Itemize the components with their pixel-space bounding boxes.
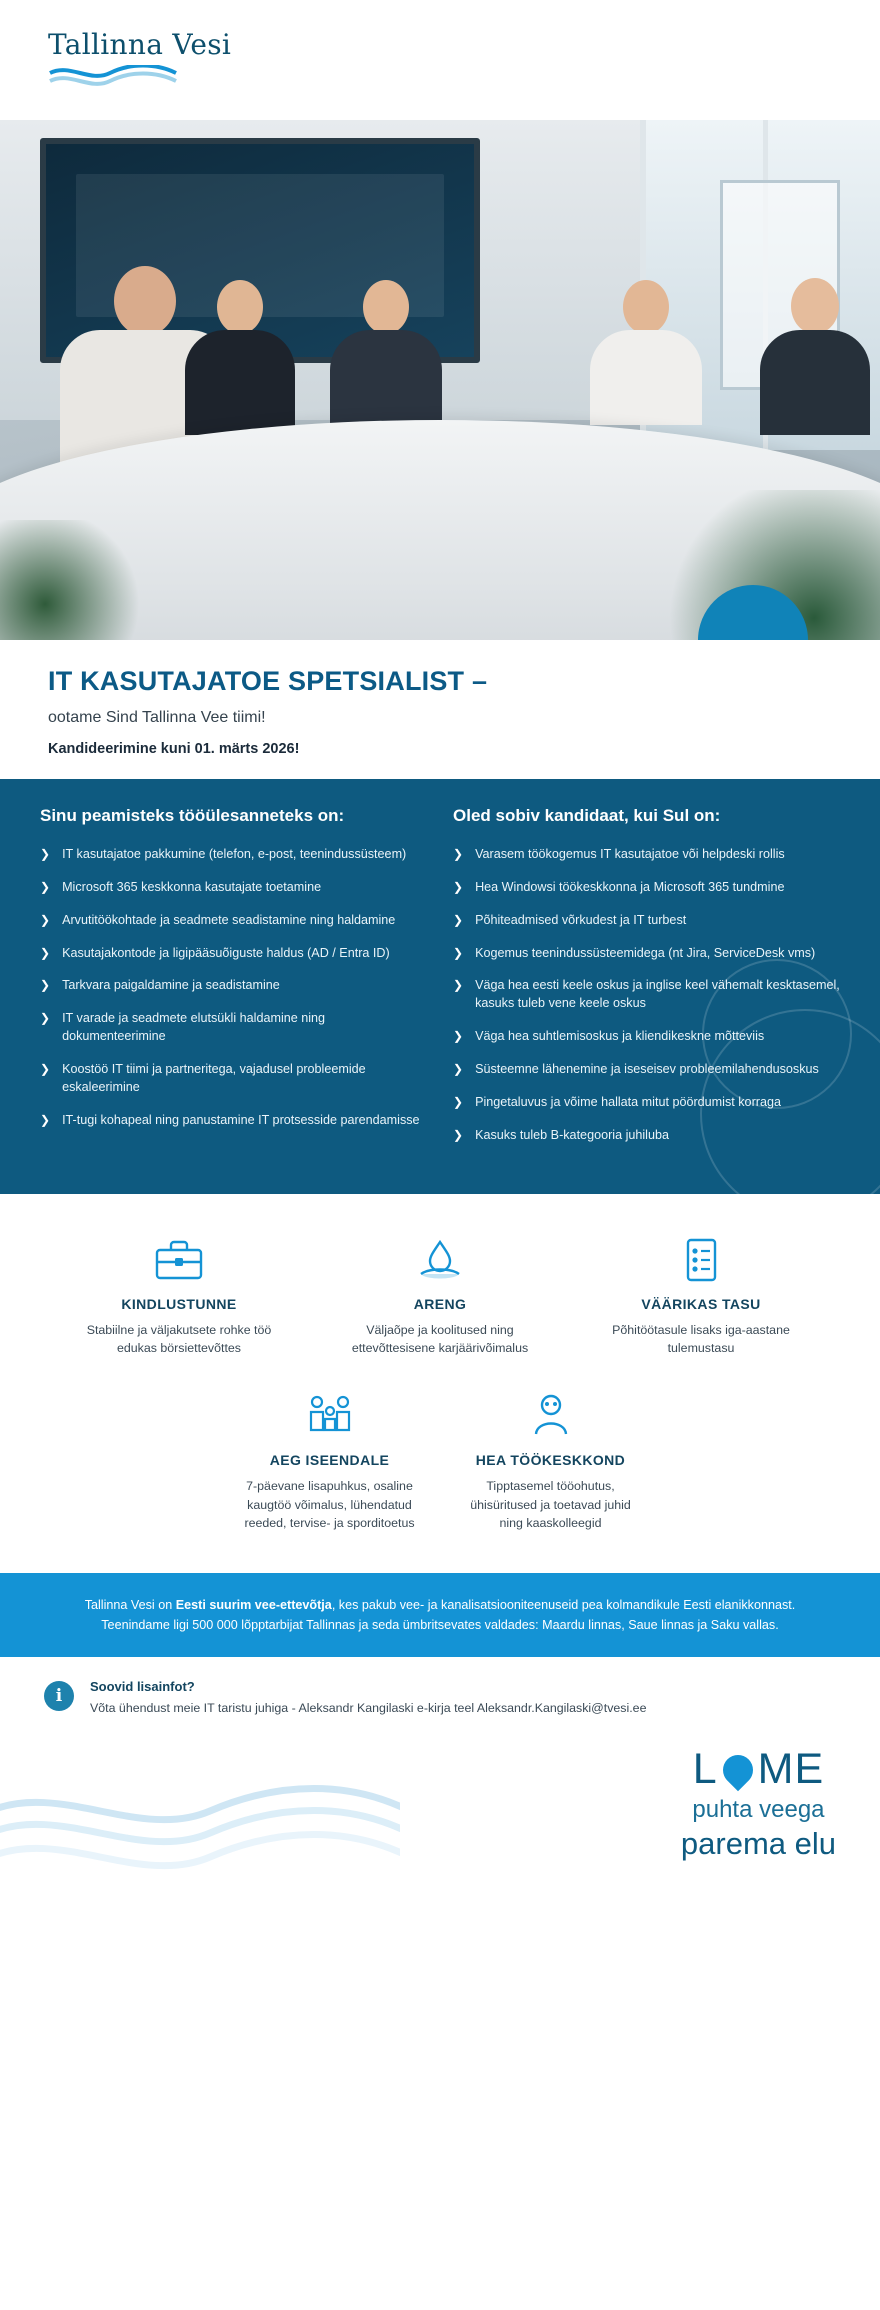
benefits-section <box>0 1194 880 1551</box>
head <box>623 280 669 334</box>
benefit-text: Stabiilne ja väljakutsete rohke töö edukas börsiettevõttes <box>86 1322 272 1356</box>
slogan-line-3: parema elu <box>680 1826 836 1862</box>
title-block <box>0 640 880 779</box>
chevron-right-icon: ❯ <box>453 978 464 993</box>
chevron-right-icon: ❯ <box>453 912 464 927</box>
people-group-icon <box>457 1384 644 1440</box>
list-item <box>40 912 427 930</box>
tasks-heading: Sinu peamisteks tööülesanneteks on: <box>40 806 345 826</box>
body <box>185 330 295 435</box>
list-item-text: Tarkvara paigaldamine ja seadistamine <box>62 978 280 993</box>
company-text-rest: , kes pakub vee- ja kanalisatsiooniteenuseid pea kolmandikule Eesti elanikkonnast. Teenindame ligi 500 000 lõpptarbijat Tallinnas ja seda ümbritsevates valdades: Maardu linnas, Saue linnas ja Saku vallas. <box>101 1597 796 1632</box>
chevron-right-icon: ❯ <box>40 879 51 894</box>
contact-text-wrap <box>90 1679 646 1715</box>
chevron-right-icon: ❯ <box>40 945 51 960</box>
chevron-right-icon: ❯ <box>453 1062 464 1077</box>
chevron-right-icon: ❯ <box>453 1094 464 1109</box>
benefit-card <box>52 1228 307 1358</box>
list-item <box>40 1112 427 1130</box>
tasks-column <box>40 805 427 1160</box>
head <box>114 266 176 336</box>
list-item-text: IT varade ja seadmete elutsükli haldamine ning dokumenteerimine <box>62 1011 326 1044</box>
benefit-card <box>222 1384 437 1533</box>
list-item-text: Väga hea suhtlemisoskus ja kliendikeskne mõtteviis <box>475 1029 765 1044</box>
benefit-card <box>574 1228 829 1358</box>
benefit-text: Tipptasemel tööohutus, ühisüritused ja toetavad juhid ning kaaskolleegid <box>470 1478 631 1531</box>
benefit-text: Väljaõpe ja koolitused ning ettevõttesisene karjäärivõimalus <box>351 1322 529 1356</box>
list-item-text: Põhiteadmised võrkudest ja IT turbest <box>475 912 687 927</box>
contact-heading: Soovid lisainfot? <box>90 1679 195 1695</box>
person-3 <box>330 280 442 430</box>
list-item-text: Hea Windowsi töökeskkonna ja Microsoft 365 tundmine <box>475 879 785 894</box>
list-item <box>453 912 840 930</box>
benefit-title: VÄÄRIKAS TASU <box>641 1295 761 1312</box>
list-item-text: Koostöö IT tiimi ja partneritega, vajadusel probleemide eskaleerimine <box>62 1062 366 1094</box>
contact-section <box>0 1657 880 1731</box>
company-logo[interactable] <box>48 28 231 92</box>
slogan-me: ME <box>757 1745 825 1794</box>
chevron-right-icon: ❯ <box>40 912 51 927</box>
list-item-text: Kogemus teenindussüsteemidega (nt Jira, ServiceDesk vms) <box>475 945 816 960</box>
body <box>590 330 702 425</box>
hero-photo <box>0 120 880 640</box>
wave-logo-icon <box>48 65 231 92</box>
benefit-text: 7-päevane lisapuhkus, osaline kaugtöö võimalus, lühendatud reeded, tervise- ja sporditoetus <box>244 1478 415 1531</box>
chevron-right-icon: ❯ <box>453 1029 464 1044</box>
slogan-line-1 <box>681 1745 836 1794</box>
chevron-right-icon: ❯ <box>453 846 464 861</box>
requirements-band <box>0 779 880 1194</box>
list-item <box>40 945 427 963</box>
slogan-line-2: puhta veega <box>692 1796 825 1824</box>
chevron-right-icon: ❯ <box>453 945 464 960</box>
chevron-right-icon: ❯ <box>40 978 51 993</box>
body <box>760 330 870 435</box>
head <box>791 278 839 334</box>
list-item-text: Süsteemne lähenemine ja iseseisev probleemilahendusoskus <box>475 1062 819 1077</box>
list-item-text: Kasutajakontode ja ligipääsuõiguste haldus (AD / Entra ID) <box>62 945 390 960</box>
benefit-title: HEA TÖÖKESKKOND <box>475 1451 626 1468</box>
list-item <box>453 846 840 864</box>
page-footer <box>0 1731 880 1916</box>
head <box>217 280 263 334</box>
list-item <box>40 977 427 995</box>
benefit-title: KINDLUSTUNNE <box>121 1295 237 1312</box>
person-2 <box>185 280 295 435</box>
list-item <box>40 846 427 864</box>
chevron-right-icon: ❯ <box>40 1112 51 1127</box>
list-item-text: Kasuks tuleb B-kategooria juhiluba <box>475 1127 669 1142</box>
wave-decoration <box>0 1771 400 1906</box>
page-title: IT KASUTAJATOE SPETSIALIST – <box>48 666 488 696</box>
info-icon: i <box>44 1681 74 1711</box>
head <box>363 280 409 334</box>
benefit-title: ARENG <box>413 1295 467 1312</box>
chevron-right-icon: ❯ <box>453 879 464 894</box>
briefcase-icon <box>66 1228 293 1284</box>
body <box>330 330 442 430</box>
benefit-title: AEG ISEENDALE <box>269 1451 390 1468</box>
benefits-row-2 <box>40 1384 840 1533</box>
company-text-bold: Eesti suurim vee-ettevõtja <box>175 1597 332 1612</box>
page-header <box>0 0 880 120</box>
contact-details[interactable]: Võta ühendust meie IT taristu juhiga - Aleksandr Kangilaski e-kirja teel Aleksandr.Kangilaski@tvesi.ee <box>90 1701 647 1716</box>
job-subtitle: ootame Sind Tallinna Vee tiimi! <box>48 709 266 727</box>
droplet-o-icon <box>716 1748 758 1790</box>
person-5 <box>760 278 870 435</box>
requirements-heading: Oled sobiv kandidaat, kui Sul on: <box>453 806 721 826</box>
application-deadline: Kandideerimine kuni 01. märts 2026! <box>48 741 300 758</box>
list-item-text: Arvutitöökohtade ja seadmete seadistamine ning haldamine <box>62 912 396 927</box>
benefit-card <box>313 1228 568 1358</box>
list-item-text: Väga hea eesti keele oskus ja inglise keel vähemalt kesktasemel, kasuks tuleb vene keele oskus <box>475 978 840 1011</box>
checklist-icon <box>588 1228 815 1284</box>
benefit-text: Põhitöötasule lisaks iga-aastane tulemustasu <box>612 1322 790 1356</box>
chevron-right-icon: ❯ <box>40 846 51 861</box>
plant-left <box>0 520 150 640</box>
chevron-right-icon: ❯ <box>453 1127 464 1142</box>
benefits-row-1 <box>40 1228 840 1358</box>
tasks-list <box>40 846 427 1130</box>
list-item <box>453 879 840 897</box>
logo-text: Tallinna Vesi <box>48 28 232 61</box>
list-item-text: IT-tugi kohapeal ning panustamine IT protsesside parendamisse <box>62 1112 420 1127</box>
family-icon <box>236 1384 423 1440</box>
list-item <box>40 879 427 897</box>
benefit-card <box>443 1384 658 1533</box>
person-4 <box>590 280 702 425</box>
list-item-text: IT kasutajatoe pakkumine (telefon, e-post, teenindussüsteem) <box>62 846 407 861</box>
slogan-l: L <box>692 1745 718 1794</box>
hand-droplet-icon <box>327 1228 554 1284</box>
list-item-text: Varasem töökogemus IT kasutajatoe või helpdeski rollis <box>475 846 785 861</box>
company-description <box>0 1573 880 1657</box>
list-item <box>40 1061 427 1097</box>
company-text-lead: Tallinna Vesi on <box>84 1597 176 1612</box>
chevron-right-icon: ❯ <box>40 1011 51 1026</box>
list-item <box>40 1010 427 1046</box>
chevron-right-icon: ❯ <box>40 1062 51 1077</box>
list-item-text: Microsoft 365 keskkonna kasutajate toetamine <box>62 879 322 894</box>
list-item-text: Pingetaluvus ja võime hallata mitut pöördumist korraga <box>475 1094 781 1109</box>
brand-slogan <box>681 1745 836 1862</box>
